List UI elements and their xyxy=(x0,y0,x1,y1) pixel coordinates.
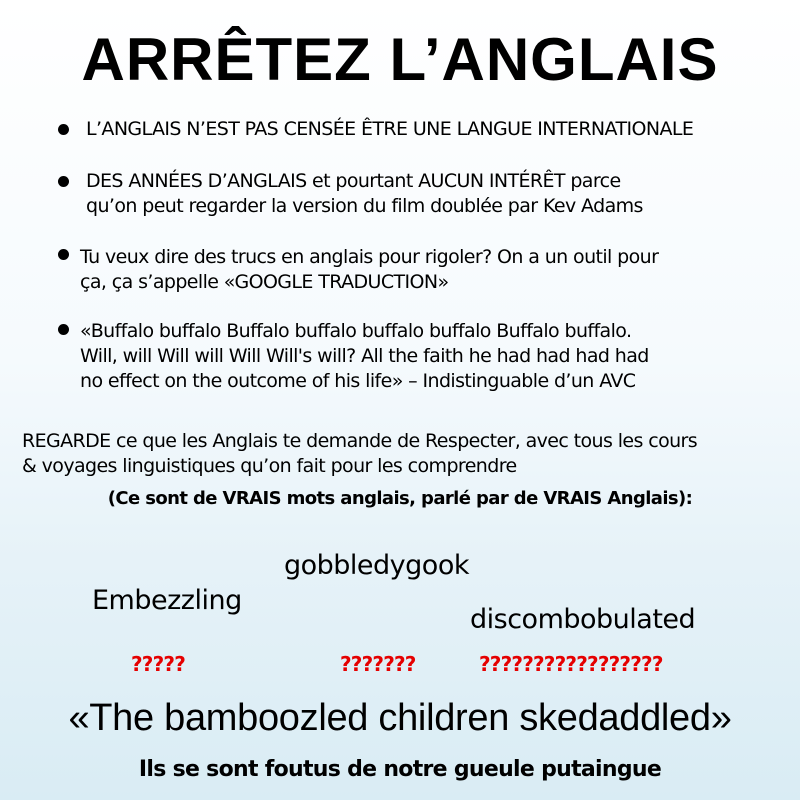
paragraph-subline: (Ce sont de VRAIS mots anglais, parlé par de VRAIS Anglais): xyxy=(107,488,693,509)
bullet-dot-3 xyxy=(58,249,69,260)
question-marks-3: ????????????????? xyxy=(479,652,663,676)
bullet-3-line-2: ça, ça s’appelle «GOOGLE TRADUCTION» xyxy=(80,271,449,293)
bullet-dot-4 xyxy=(58,324,69,335)
bullet-4-line-2: Will, will Will will Will Will's will? All the faith he had had had had xyxy=(80,345,649,367)
english-quote: «The bamboozled children skedaddled» xyxy=(68,697,732,739)
paragraph-line-1: REGARDE ce que les Anglais te demande de Respecter, avec tous les cours xyxy=(22,430,698,452)
word-embezzling: Embezzling xyxy=(92,585,242,616)
bullet-2-line-1: DES ANNÉES D’ANGLAIS et pourtant AUCUN INTÉRÊT parce xyxy=(86,170,621,192)
bullet-dot-1 xyxy=(58,124,69,135)
bullet-4-line-1: «Buffalo buffalo Buffalo buffalo buffalo buffalo Buffalo buffalo. xyxy=(80,320,632,342)
bullet-2-line-2: qu’on peut regarder la version du film doublée par Kev Adams xyxy=(86,195,643,217)
word-discombobulated: discombobulated xyxy=(470,604,696,635)
bullet-4-line-3: no effect on the outcome of his life» – Indistinguable d’un AVC xyxy=(80,370,636,392)
bullet-3-line-1: Tu veux dire des trucs en anglais pour rigoler? On a un outil pour xyxy=(80,246,659,268)
page-title: ARRÊTEZ L’ANGLAIS xyxy=(81,26,719,93)
question-marks-2: ??????? xyxy=(340,652,416,676)
bullet-1-line-1: L’ANGLAIS N’EST PAS CENSÉE ÊTRE UNE LANGUE INTERNATIONALE xyxy=(86,118,694,140)
bullet-dot-2 xyxy=(58,176,69,187)
question-marks-1: ????? xyxy=(131,652,186,676)
paragraph-line-2: & voyages linguistiques qu’on fait pour les comprendre xyxy=(22,455,517,477)
footer-text: Ils se sont foutus de notre gueule putaingue xyxy=(138,757,662,782)
word-gobbledygook: gobbledygook xyxy=(284,550,469,581)
